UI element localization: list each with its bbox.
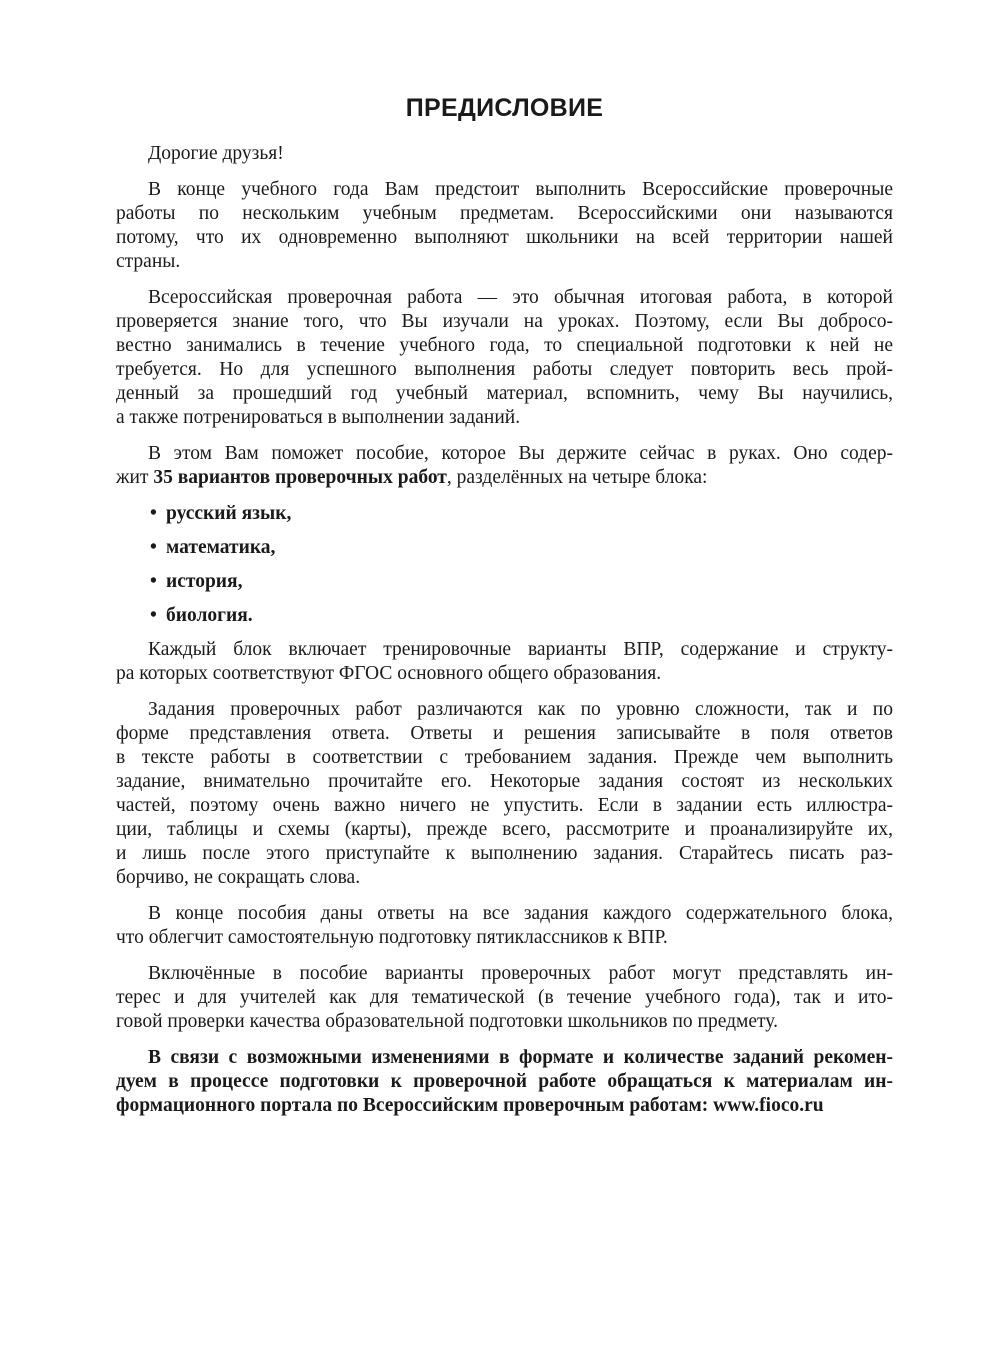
text-line: терес и для учителей как для тематической (в течение учебного года), так и ито- [116,987,893,1008]
text-line: Включённые в пособие варианты проверочных работ могут представлять ин- [148,963,893,984]
text-line: В конце учебного года Вам предстоит выполнить Всероссийские проверочные [148,179,893,200]
text-line: а также потренироваться в выполнении заданий. [116,407,521,428]
body-paragraphs [116,638,893,1118]
text-line: вестно занимались в течение учебного года, то специальной подготовки к ней не [116,335,893,356]
paragraph [116,178,893,274]
text-line: работы по нескольким учебным предметам. Всероссийскими они называются [116,203,893,224]
subject-list [116,502,893,628]
list-item [116,502,893,526]
document-page [116,88,893,1130]
text-line: Всероссийская проверочная работа — это обычная итоговая работа, в которой [148,287,893,308]
text-line: в тексте работы в соответствии с требованием задания. Прежде чем выполнить [116,747,893,768]
list-item [116,570,893,594]
list-item-label: русский язык, [166,503,292,524]
bullet-icon: • [150,571,157,592]
paragraph [116,962,893,1034]
text-line: проверяется знание того, что Вы изучали на уроках. Поэтому, если Вы добросо- [116,311,893,332]
paragraph [116,638,893,686]
text-line: задание, внимательно прочитайте его. Некоторые задания состоят из нескольких [116,771,893,792]
greeting-paragraph [116,142,893,166]
paragraph [116,442,893,490]
list-item-label: история, [166,571,243,592]
text-line: потому, что их одновременно выполняют школьники на всей территории нашей [116,227,893,248]
text-line: В связи с возможными изменениями в формате и количестве заданий рекомен- [148,1047,893,1068]
text-line: ции, таблицы и схемы (карты), прежде всего, рассмотрите и проанализируйте их, [116,819,893,840]
intro-paragraphs [116,178,893,490]
text-segment: , разделённых на четыре блока: [446,467,708,488]
greeting: Дорогие друзья! [148,143,284,164]
text-line: страны. [116,251,181,272]
page-title: ПРЕДИСЛОВИЕ [405,94,604,122]
list-item-label: математика, [166,537,276,558]
text-line: частей, поэтому очень важно ничего не упустить. Если в задании есть иллюстра- [116,795,893,816]
text-line: Каждый блок включает тренировочные варианты ВПР, содержание и структу- [148,639,893,660]
text-line: Задания проверочных работ различаются как по уровню сложности, так и по [148,699,893,720]
text-line: что облегчит самостоятельную подготовку пятиклассников к ВПР. [116,927,668,948]
text-segment: жит [116,467,154,488]
text-line: борчиво, не сокращать слова. [116,867,361,888]
bullet-icon: • [150,605,157,626]
paragraph [116,286,893,430]
bullet-icon: • [150,503,157,524]
text-line: форме представления ответа. Ответы и решения записывайте в поля ответов [116,723,893,744]
notice-paragraph [116,1046,893,1118]
paragraph [116,902,893,950]
text-line: денный за прошедший год учебный материал, вспомнить, чему Вы научились, [116,383,893,404]
text-line: требуется. Но для успешного выполнения работы следует повторить весь прой- [116,359,893,380]
bold-text: 35 вариантов проверочных работ [153,467,447,488]
text-line [116,466,893,490]
list-item-label: биология. [166,605,253,626]
text-line: ра которых соответствуют ФГОС основного общего образования. [116,663,662,684]
bullet-icon: • [150,537,157,558]
text-line: В конце пособия даны ответы на все задания каждого содержательного блока, [148,903,893,924]
text-line: говой проверки качества образовательной подготовки школьников по предмету. [116,1011,778,1032]
list-item [116,536,893,560]
text-line: и лишь после этого приступайте к выполнению задания. Старайтесь писать раз- [116,843,893,864]
text-line: дуем в процессе подготовки к проверочной работе обращаться к материалам ин- [116,1071,893,1092]
paragraph [116,698,893,890]
text-line: формационного портала по Всероссийским проверочным работам: www.fioco.ru [116,1095,824,1116]
list-item [116,604,893,628]
text-line: В этом Вам поможет пособие, которое Вы держите сейчас в руках. Оно содер- [148,443,893,464]
